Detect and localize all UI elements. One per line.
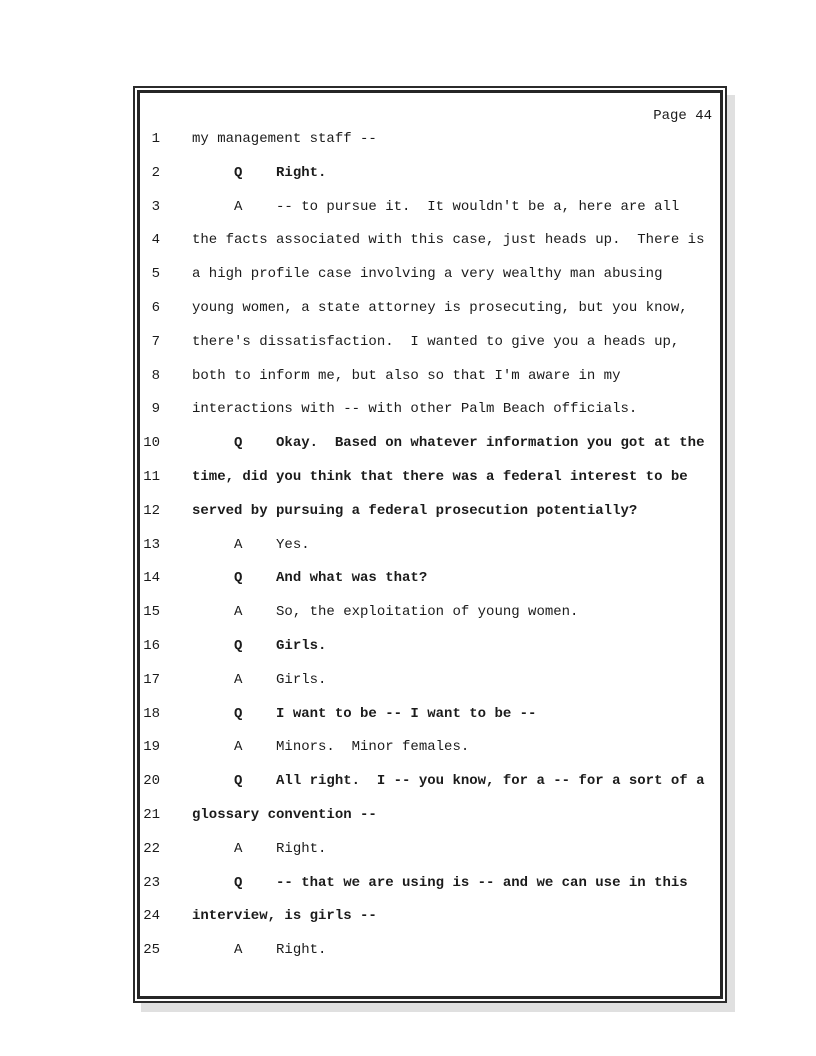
transcript-line — [140, 839, 720, 859]
line-number: 11 — [143, 469, 160, 485]
line-number: 24 — [143, 908, 160, 925]
line-text: A -- to pursue it. It wouldn't be a, here are all — [192, 198, 680, 215]
transcript-line — [140, 636, 720, 656]
transcript-line — [140, 501, 720, 521]
transcript-line — [140, 940, 720, 960]
line-text: A Yes. — [192, 536, 310, 553]
line-text: Q I want to be -- I want to be -- — [192, 705, 537, 722]
line-number: 6 — [151, 300, 160, 316]
line-text: A Right. — [192, 840, 327, 857]
line-number: 17 — [143, 671, 160, 688]
line-number: 20 — [143, 773, 160, 790]
line-number: 14 — [143, 570, 160, 587]
transcript-line — [140, 399, 720, 419]
line-text: A Right. — [192, 942, 327, 959]
line-text: the facts associated with this case, just heads up. There is — [192, 232, 705, 249]
line-number: 22 — [143, 840, 160, 857]
line-number: 25 — [143, 942, 160, 959]
line-text: my management staff -- — [192, 131, 377, 147]
line-number: 19 — [143, 739, 160, 756]
line-number: 13 — [143, 536, 160, 553]
line-text: there's dissatisfaction. I wanted to give you a heads up, — [192, 333, 680, 350]
line-text: Q And what was that? — [192, 570, 428, 587]
transcript-line — [140, 602, 720, 622]
line-number: 5 — [151, 266, 160, 283]
transcript-line — [140, 467, 720, 487]
transcript-line — [140, 163, 720, 183]
line-text: served by pursuing a federal prosecution potentially? — [192, 502, 638, 519]
transcript-line — [140, 264, 720, 284]
line-number: 7 — [151, 333, 160, 350]
transcript-line — [140, 433, 720, 453]
transcript-frame-inner — [137, 90, 723, 999]
transcript-frame — [133, 86, 727, 1003]
line-text: young women, a state attorney is prosecuting, but you know, — [192, 300, 688, 316]
transcript-line — [140, 298, 720, 318]
line-text: glossary convention -- — [192, 807, 377, 823]
line-text: A Minors. Minor females. — [192, 739, 470, 756]
transcript-line — [140, 230, 720, 250]
line-number: 16 — [143, 638, 160, 654]
transcript-line — [140, 906, 720, 926]
line-text: Q Right. — [192, 164, 327, 181]
line-number: 4 — [151, 232, 160, 249]
line-number: 8 — [151, 367, 160, 384]
transcript-line — [140, 771, 720, 791]
transcript-line — [140, 535, 720, 555]
transcript-line — [140, 568, 720, 588]
line-text: both to inform me, but also so that I'm aware in my — [192, 367, 621, 384]
line-text: Q Girls. — [192, 638, 327, 654]
line-text: A Girls. — [192, 671, 327, 688]
line-text: interactions with -- with other Palm Beach officials. — [192, 401, 638, 418]
line-text: Q -- that we are using is -- and we can use in this — [192, 874, 688, 891]
line-number: 15 — [143, 604, 160, 621]
line-text: time, did you think that there was a federal interest to be — [192, 469, 688, 485]
transcript-line — [140, 332, 720, 352]
line-text: a high profile case involving a very wealthy man abusing — [192, 266, 663, 283]
transcript-line — [140, 366, 720, 386]
line-text: A So, the exploitation of young women. — [192, 604, 579, 621]
line-text: Q Okay. Based on whatever information you got at the — [192, 435, 705, 452]
transcript-line — [140, 129, 720, 149]
line-number: 9 — [151, 401, 160, 418]
line-number: 12 — [143, 502, 160, 519]
transcript-line — [140, 873, 720, 893]
transcript-line — [140, 704, 720, 724]
line-number: 2 — [151, 164, 160, 181]
line-number: 3 — [151, 198, 160, 215]
transcript-line — [140, 670, 720, 690]
transcript-line — [140, 197, 720, 217]
line-number: 21 — [143, 807, 160, 823]
line-number: 10 — [143, 435, 160, 452]
line-number: 23 — [143, 874, 160, 891]
page-number: Page 44 — [653, 108, 712, 124]
transcript-line — [140, 737, 720, 757]
transcript-line — [140, 805, 720, 825]
transcript-lines — [140, 93, 720, 996]
line-number: 18 — [143, 705, 160, 722]
line-number: 1 — [151, 131, 160, 147]
line-text: interview, is girls -- — [192, 908, 377, 925]
line-text: Q All right. I -- you know, for a -- for a sort of a — [192, 773, 705, 790]
